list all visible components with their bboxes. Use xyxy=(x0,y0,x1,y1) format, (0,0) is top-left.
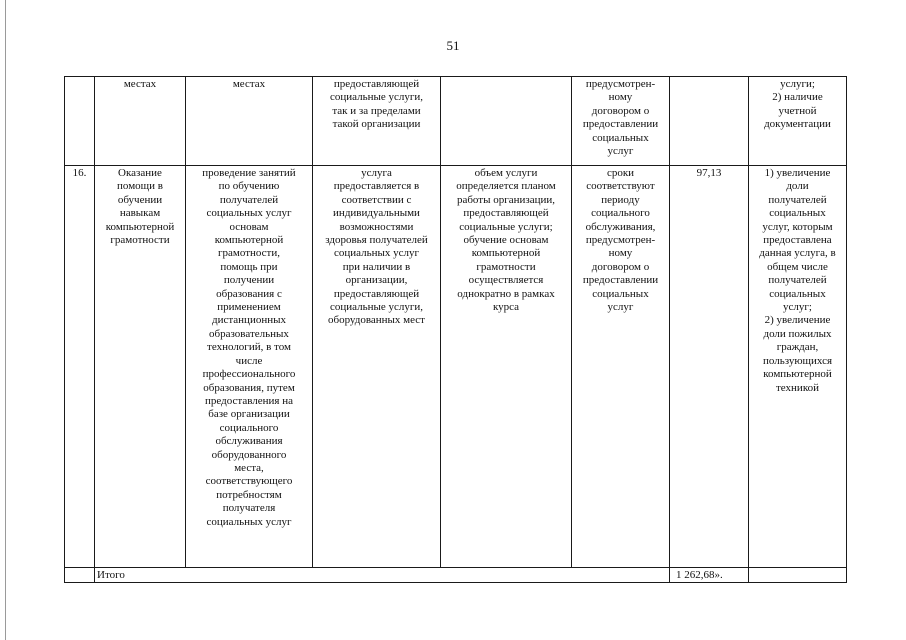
cell-service-conditions: услуга предоставляется в соответствии с индивидуальными возможностями здоровья получателей социальных услуг при наличии в организации, предоставляющей социальные услуги, оборудованных мест xyxy=(313,166,441,568)
cell-quality-indicators: услуги; 2) наличие учетной документации xyxy=(749,77,847,166)
table-row-total xyxy=(65,568,847,583)
services-table xyxy=(64,76,847,583)
table-row-continued xyxy=(65,77,847,166)
cell-service-volume: объем услуги определяется планом работы организации, предоставляющей социальные услуги; обучение основам компьютерной грамотности осуществляется однократно в рамках курса xyxy=(441,166,572,568)
cell-total-empty xyxy=(749,568,847,583)
page-number: 51 xyxy=(446,38,460,53)
cell-number: 16. xyxy=(65,166,95,568)
cell-number xyxy=(65,77,95,166)
table-row-item-16 xyxy=(65,166,847,568)
cell-service-name: местах xyxy=(95,77,186,166)
cell-quality-indicators: 1) увеличение доли получателей социальных услуг, которым предоставлена данная услуга, в общем числе получателей социальных услуг; 2) увеличение доли пожилых граждан, пользующихся компьютерной техникой xyxy=(749,166,847,568)
cell-service-cost xyxy=(670,77,749,166)
cell-service-terms: предусмотрен- ному договором о предоставлении социальных услуг xyxy=(572,77,670,166)
cell-service-cost: 97,13 xyxy=(670,166,749,568)
cell-service-description: местах xyxy=(186,77,313,166)
cell-service-description: проведение занятий по обучению получателей социальных услуг основам компьютерной грамотности, помощь при получении образования с применением дистанционных образовательных технологий, в том числе профессионального образования, путем предоставления на базе организации социального обслуживания оборудованного места, соответствующего потребностям получателя социальных услуг xyxy=(186,166,313,568)
cell-service-conditions: предоставляющей социальные услуги, так и за пределами такой организации xyxy=(313,77,441,166)
cell-service-name: Оказание помощи в обучении навыкам компьютерной грамотности xyxy=(95,166,186,568)
cell-total-value: 1 262,68». xyxy=(670,568,749,583)
cell-service-terms: сроки соответствуют периоду социального обслуживания, предусмотрен- ному договором о предоставлении социальных услуг xyxy=(572,166,670,568)
cell-total-label: Итого xyxy=(95,568,670,583)
cell-service-volume xyxy=(441,77,572,166)
page-left-edge xyxy=(5,0,6,640)
cell-total-number xyxy=(65,568,95,583)
